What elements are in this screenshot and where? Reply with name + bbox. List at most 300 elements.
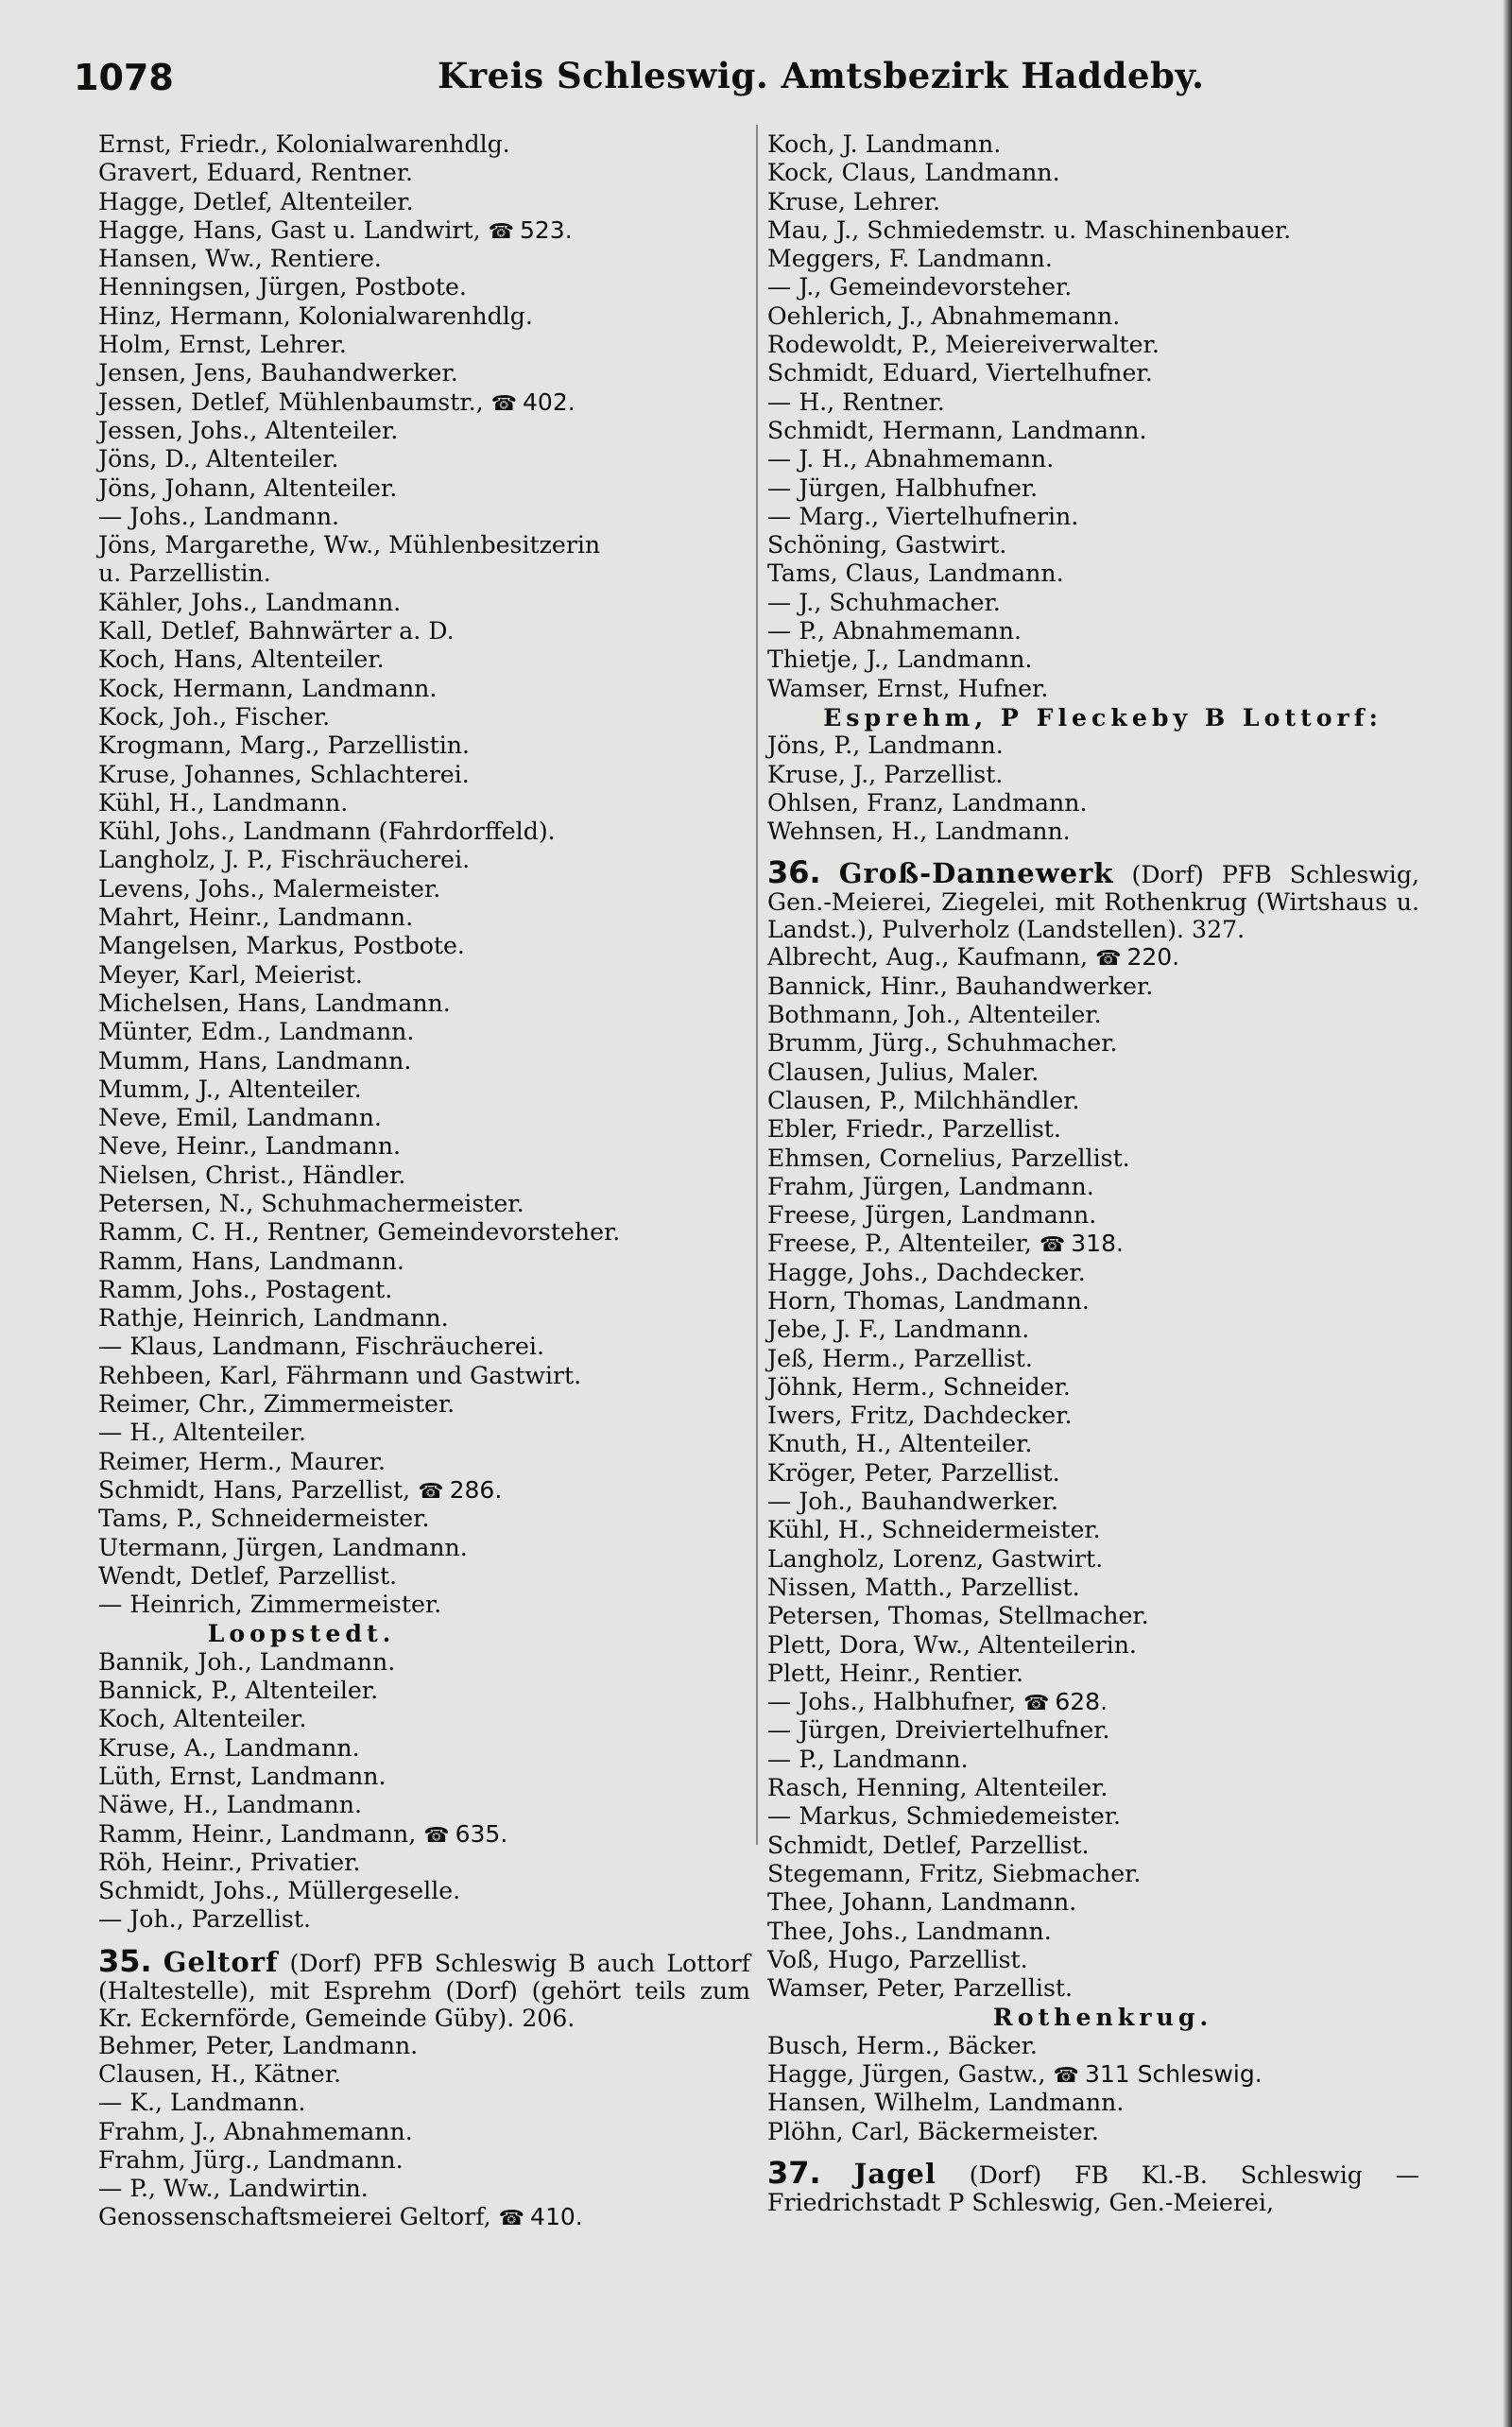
entry-text: Bannick, P., Altenteiler.	[98, 1677, 379, 1705]
entry-text: Michelsen, Hans, Landmann.	[98, 989, 451, 1017]
directory-line	[767, 2060, 1419, 2089]
directory-line	[767, 1173, 1419, 1201]
place-number: 37.	[767, 2154, 821, 2191]
locality-heading-loopstedt: Loopstedt.	[207, 1619, 396, 1648]
directory-line	[98, 675, 750, 703]
entry-text: Holm, Ernst, Lehrer.	[98, 331, 347, 359]
directory-line	[767, 2032, 1419, 2060]
place-entry-36	[767, 854, 1419, 944]
entry-text: Schmidt, Eduard, Viertelhufner.	[767, 359, 1153, 387]
telephone-icon: ☎	[1039, 1233, 1066, 1258]
entry-text: Plöhn, Carl, Bäckermeister.	[767, 2117, 1099, 2145]
telephone-icon: ☎	[490, 391, 518, 416]
entry-text: — Jürgen, Halbhufner.	[767, 473, 1039, 502]
entry-text: Frahm, Jürg., Landmann.	[98, 2145, 404, 2174]
resident-list-geltorf	[98, 2032, 750, 2232]
entry-text: Busch, Herm., Bäcker.	[767, 2031, 1038, 2059]
entry-text: Knuth, H., Altenteiler.	[767, 1430, 1033, 1458]
directory-line	[98, 302, 750, 331]
entry-text: Wamser, Ernst, Hufner.	[767, 674, 1049, 702]
directory-line	[98, 961, 750, 990]
directory-line	[767, 1602, 1419, 1630]
entry-text: Kruse, Lehrer.	[767, 187, 941, 215]
entry-text: Bannik, Joh., Landmann.	[98, 1647, 396, 1676]
telephone-number: 402.	[523, 387, 576, 416]
entry-text: — Klaus, Landmann, Fischräucherei.	[98, 1333, 544, 1361]
resident-list-loopstedt	[98, 1648, 750, 1935]
resident-list-gross-dannewerk	[767, 943, 1419, 2003]
entry-text: Albrecht, Aug., Kaufmann,	[767, 943, 1089, 972]
entry-text: Koch, Altenteiler.	[98, 1705, 307, 1733]
entry-text: Mumm, Hans, Landmann.	[98, 1046, 412, 1075]
directory-line	[98, 990, 750, 1018]
directory-line	[767, 130, 1419, 159]
directory-line	[767, 1631, 1419, 1660]
entry-text: Ernst, Friedr., Kolonialwarenhdlg.	[98, 130, 510, 158]
entry-text: Rathje, Heinrich, Landmann.	[98, 1304, 449, 1333]
resident-list-esprehm	[767, 732, 1419, 846]
directory-line	[767, 1716, 1419, 1745]
entry-text: Frahm, J., Abnahmemann.	[98, 2117, 413, 2145]
directory-line	[98, 245, 750, 273]
entry-text: Hansen, Wilhelm, Landmann.	[767, 2089, 1125, 2117]
entry-text: Plett, Heinr., Rentier.	[767, 1659, 1024, 1687]
directory-line	[98, 273, 750, 301]
entry-text: Rodewoldt, P., Meiereiverwalter.	[767, 331, 1160, 359]
entry-text: Wehnsen, H., Landmann.	[767, 818, 1071, 846]
resident-list-rothenkrug	[767, 2032, 1419, 2146]
entry-text: Voß, Hugo, Parzellist.	[767, 1945, 1028, 1973]
entry-text: Ehmsen, Cornelius, Parzellist.	[767, 1144, 1130, 1172]
directory-line	[98, 2060, 750, 2089]
entry-text: Freese, Jürgen, Landmann.	[767, 1201, 1097, 1230]
directory-line	[767, 1115, 1419, 1144]
entry-text: Levens, Johs., Malermeister.	[98, 874, 441, 903]
directory-line	[767, 1087, 1419, 1115]
directory-line	[98, 2089, 750, 2117]
entry-text: — Heinrich, Zimmermeister.	[98, 1591, 442, 1619]
directory-line	[767, 1832, 1419, 1860]
running-head: Kreis Schleswig. Amtsbezirk Haddeby.	[438, 55, 1205, 96]
directory-line	[767, 645, 1419, 674]
directory-line	[767, 474, 1419, 503]
directory-line	[767, 445, 1419, 473]
directory-line	[767, 1888, 1419, 1917]
entry-text: — J. H., Abnahmemann.	[767, 445, 1055, 473]
entry-text: Hinz, Hermann, Kolonialwarenhdlg.	[98, 301, 533, 330]
directory-line	[767, 675, 1419, 703]
directory-line	[767, 732, 1419, 760]
directory-line	[98, 1304, 750, 1333]
directory-line	[767, 302, 1419, 331]
entry-text: Jessen, Detlef, Mühlenbaumstr.,	[98, 387, 484, 416]
entry-text: Rasch, Henning, Altenteiler.	[767, 1774, 1108, 1802]
entry-text: Kähler, Johs., Landmann.	[98, 588, 402, 616]
telephone-number: 635.	[455, 1819, 508, 1848]
directory-line	[98, 1905, 750, 1934]
entry-text: — Joh., Parzellist.	[98, 1905, 311, 1934]
directory-line	[767, 1974, 1419, 2003]
telephone-number: 410.	[530, 2203, 583, 2231]
locality-heading-esprehm: Esprehm, P Fleckeby B Lottorf:	[823, 702, 1383, 732]
entry-text: Hansen, Ww., Rentiere.	[98, 245, 382, 273]
directory-line	[767, 331, 1419, 359]
directory-line	[767, 973, 1419, 1001]
directory-line	[98, 2175, 750, 2203]
directory-line	[98, 1218, 750, 1247]
directory-line	[98, 617, 750, 645]
directory-line	[98, 2146, 750, 2175]
telephone-icon: ☎	[498, 2207, 525, 2231]
entry-text: Kall, Detlef, Bahnwärter a. D.	[98, 617, 455, 645]
entry-text: Kühl, H., Landmann.	[98, 788, 349, 817]
place-description: (Dorf) FB Kl.-B. Schleswig —Friedrichstadt P Schleswig, Gen.-Meierei,	[767, 2160, 1420, 2216]
directory-line	[98, 1190, 750, 1218]
directory-line	[98, 645, 750, 674]
entry-text: Kühl, Johs., Landmann (Fahrdorffeld).	[98, 818, 556, 846]
entry-text: Jebe, J. F., Landmann.	[767, 1316, 1030, 1344]
directory-line	[98, 388, 750, 417]
entry-text: Ramm, Heinr., Landmann,	[98, 1819, 417, 1848]
directory-line	[767, 1001, 1419, 1029]
directory-line	[767, 789, 1419, 818]
entry-text: Ramm, Johs., Postagent.	[98, 1275, 393, 1303]
entry-text: — Joh., Bauhandwerker.	[767, 1488, 1058, 1516]
place-entry-37	[767, 2154, 1420, 2216]
entry-text: Jöhnk, Herm., Schneider.	[767, 1372, 1071, 1401]
directory-line	[98, 1276, 750, 1304]
telephone-icon: ☎	[1095, 947, 1122, 972]
directory-line	[98, 1018, 750, 1046]
entry-text: Jessen, Johs., Altenteiler.	[98, 416, 399, 444]
directory-line	[98, 1562, 750, 1591]
directory-line	[767, 188, 1419, 216]
entry-text: Hagge, Hans, Gast u. Landwirt,	[98, 215, 481, 244]
directory-line	[98, 1648, 750, 1677]
entry-text: Neve, Emil, Landmann.	[98, 1104, 382, 1132]
directory-line	[767, 1316, 1419, 1344]
entry-text: Langholz, Lorenz, Gastwirt.	[767, 1544, 1104, 1573]
directory-line	[98, 130, 750, 159]
directory-line	[98, 417, 750, 445]
directory-line	[767, 1459, 1419, 1488]
entry-text: Krogmann, Marg., Parzellistin.	[98, 732, 471, 760]
entry-text: — Johs., Landmann.	[98, 502, 340, 530]
directory-line	[767, 617, 1419, 645]
directory-line	[98, 188, 750, 216]
directory-line	[98, 1248, 750, 1276]
directory-line	[98, 503, 750, 531]
entry-text: Münter, Edm., Landmann.	[98, 1018, 415, 1046]
directory-line	[767, 1345, 1419, 1373]
entry-text: — Marg., Viertelhufnerin.	[767, 502, 1079, 530]
entry-text: Ramm, C. H., Rentner, Gemeindevorsteher.	[98, 1218, 621, 1247]
entry-text: Näwe, H., Landmann.	[98, 1791, 362, 1819]
entry-text: Schmidt, Detlef, Parzellist.	[767, 1831, 1090, 1859]
directory-line	[98, 1877, 750, 1905]
entry-text: Freese, P., Altenteiler,	[767, 1230, 1032, 1258]
directory-line	[98, 1047, 750, 1076]
directory-line	[767, 531, 1419, 559]
directory-line	[767, 1430, 1419, 1458]
directory-line	[767, 1746, 1419, 1774]
entry-text: Bothmann, Joh., Altenteiler.	[767, 1001, 1102, 1029]
directory-line	[98, 2032, 750, 2060]
page-header	[74, 55, 1416, 108]
entry-text: Kühl, H., Schneidermeister.	[767, 1516, 1101, 1544]
entry-text: Ramm, Hans, Landmann.	[98, 1247, 404, 1275]
directory-line	[98, 531, 750, 559]
directory-line	[767, 216, 1419, 245]
telephone-number: 318.	[1071, 1230, 1124, 1258]
directory-line	[98, 1734, 750, 1763]
entry-text: Mau, J., Schmiedemstr. u. Maschinenbauer.	[767, 215, 1292, 244]
directory-line	[767, 1029, 1419, 1058]
entry-text: Mangelsen, Markus, Postbote.	[98, 932, 465, 960]
directory-line	[767, 1545, 1419, 1574]
directory-line	[98, 1333, 750, 1361]
entry-text: Thietje, J., Landmann.	[767, 645, 1033, 674]
entry-text: Henningsen, Jürgen, Postbote.	[98, 273, 467, 301]
entry-text: Brumm, Jürg., Schuhmacher.	[767, 1029, 1118, 1058]
entry-text: u. Parzellistin.	[98, 559, 271, 588]
entry-text: Bannick, Hinr., Bauhandwerker.	[767, 972, 1154, 1000]
entry-text: Thee, Johs., Landmann.	[767, 1917, 1052, 1945]
directory-line	[767, 273, 1419, 301]
directory-line	[98, 445, 750, 473]
directory-line	[767, 1802, 1419, 1831]
place-description: (Dorf) PFB Schleswig B auch Lottorf (Haltestelle), mit Esprehm (Dorf) (gehört teils zum Kr. Eckernförde, Gemeinde Güby). 206.	[98, 1949, 750, 2032]
directory-line	[98, 1534, 750, 1562]
entry-text: Kock, Joh., Fischer.	[98, 702, 331, 731]
directory-line	[767, 1574, 1419, 1602]
entry-text: Hagge, Jürgen, Gastw.,	[767, 2060, 1046, 2088]
entry-text: Clausen, P., Milchhändler.	[767, 1086, 1080, 1114]
directory-line	[767, 1688, 1419, 1716]
directory-line	[767, 943, 1419, 972]
entry-text: Clausen, Julius, Maler.	[767, 1058, 1040, 1086]
left-column	[98, 130, 750, 2232]
directory-line	[767, 1774, 1419, 1802]
directory-line	[98, 846, 750, 874]
directory-line	[767, 818, 1419, 846]
entry-text: Kock, Claus, Landmann.	[767, 159, 1060, 187]
directory-line	[98, 1162, 750, 1190]
place-number: 35.	[98, 1942, 152, 1979]
entry-text: Tams, Claus, Landmann.	[767, 559, 1064, 588]
directory-line	[98, 1705, 750, 1733]
directory-line	[767, 1287, 1419, 1316]
entry-text: Rehbeen, Karl, Fährmann und Gastwirt.	[98, 1361, 582, 1389]
entry-text: Jensen, Jens, Bauhandwerker.	[98, 359, 458, 387]
entry-text: Stegemann, Fritz, Siebmacher.	[767, 1859, 1142, 1887]
entry-text: — H., Altenteiler.	[98, 1419, 306, 1447]
telephone-icon: ☎	[1022, 1692, 1050, 1716]
place-description: (Dorf) PFB Schleswig, Gen.-Meierei, Ziegelei, mit Rothenkrug (Wirtshaus u. Landst.), Pulverholz (Landstellen). 327.	[767, 861, 1419, 944]
telephone-icon: ☎	[1053, 2064, 1079, 2088]
directory-line	[767, 1259, 1419, 1287]
directory-line	[98, 559, 750, 588]
entry-text: — Jürgen, Dreiviertelhufner.	[767, 1716, 1110, 1745]
entry-text: Reimer, Herm., Maurer.	[98, 1447, 387, 1475]
directory-line	[98, 2203, 750, 2231]
telephone-number: 286.	[449, 1475, 503, 1504]
entry-text: Kock, Hermann, Landmann.	[98, 674, 438, 702]
entry-text: Jöns, Johann, Altenteiler.	[98, 473, 398, 502]
place-name: Jagel	[853, 2157, 936, 2190]
entry-text: Meyer, Karl, Meierist.	[98, 960, 363, 989]
entry-text: Neve, Heinr., Landmann.	[98, 1132, 401, 1161]
entry-text: — Johs., Halbhufner,	[767, 1688, 1016, 1716]
locality-heading-rothenkrug: Rothenkrug.	[992, 2003, 1213, 2032]
entry-text: Ebler, Friedr., Parzellist.	[767, 1115, 1061, 1144]
entry-text: Oehlerich, J., Abnahmemann.	[767, 301, 1121, 330]
entry-text: Frahm, Jürgen, Landmann.	[767, 1172, 1094, 1200]
entry-text: Lüth, Ernst, Landmann.	[98, 1762, 387, 1790]
directory-line	[767, 1516, 1419, 1544]
place-name: Geltorf	[163, 1945, 279, 1978]
entry-text: Petersen, N., Schuhmachermeister.	[98, 1189, 524, 1217]
entry-text: Jöns, Margarethe, Ww., Mühlenbesitzerin	[98, 531, 601, 559]
entry-text: Jeß, Herm., Parzellist.	[767, 1344, 1033, 1372]
telephone-icon: ☎	[488, 219, 514, 244]
entry-text: Horn, Thomas, Landmann.	[767, 1286, 1090, 1315]
place-entry-35	[98, 1942, 750, 2032]
directory-line	[98, 1849, 750, 1877]
directory-line	[98, 331, 750, 359]
entry-text: Ohlsen, Franz, Landmann.	[767, 788, 1088, 817]
entry-text: Wendt, Detlef, Parzellist.	[98, 1561, 398, 1590]
directory-line	[767, 417, 1419, 445]
directory-line	[98, 216, 750, 245]
entry-text: Petersen, Thomas, Stellmacher.	[767, 1602, 1149, 1630]
directory-line	[98, 2118, 750, 2146]
entry-text: Meggers, F. Landmann.	[767, 245, 1053, 273]
entry-text: — K., Landmann.	[98, 2089, 306, 2117]
directory-line	[98, 789, 750, 818]
entry-text: Schmidt, Johs., Müllergeselle.	[98, 1877, 461, 1905]
entry-text: — J., Schuhmacher.	[767, 588, 1001, 616]
directory-line	[98, 1505, 750, 1533]
directory-line	[98, 732, 750, 760]
directory-line	[98, 1677, 750, 1705]
entry-text: Plett, Dora, Ww., Altenteilerin.	[767, 1630, 1137, 1659]
directory-line	[767, 1145, 1419, 1173]
entry-text: Röh, Heinr., Privatier.	[98, 1848, 361, 1876]
directory-line	[98, 703, 750, 732]
entry-text: Jöns, P., Landmann.	[767, 732, 1004, 760]
place-name: Groß-Dannewerk	[838, 857, 1114, 890]
directory-line	[98, 1448, 750, 1476]
entry-text: Mahrt, Heinr., Landmann.	[98, 904, 414, 932]
telephone-number: 523.	[520, 215, 573, 244]
resident-list-haddeby	[98, 130, 750, 1619]
column-divider	[756, 125, 758, 1845]
entry-text: Iwers, Fritz, Dachdecker.	[767, 1402, 1073, 1430]
directory-line	[767, 1402, 1419, 1430]
entry-text: — P., Ww., Landwirtin.	[98, 2175, 369, 2203]
entry-text: — P., Landmann.	[767, 1745, 969, 1773]
entry-text: Clausen, H., Kätner.	[98, 2060, 341, 2088]
page-edge-shadow	[1503, 0, 1512, 2427]
entry-text: — H., Rentner.	[767, 387, 945, 416]
directory-line	[98, 761, 750, 789]
directory-line	[98, 932, 750, 960]
entry-text: Reimer, Chr., Zimmermeister.	[98, 1390, 455, 1419]
entry-text: Schmidt, Hans, Parzellist,	[98, 1475, 411, 1504]
directory-line	[98, 1763, 750, 1791]
directory-line	[767, 2118, 1419, 2146]
directory-line	[98, 474, 750, 503]
directory-line	[767, 1660, 1419, 1688]
directory-line	[98, 1791, 750, 1819]
directory-line	[98, 1076, 750, 1104]
directory-line	[98, 1591, 750, 1619]
entry-text: Gravert, Eduard, Rentner.	[98, 159, 414, 187]
place-number: 36.	[767, 854, 821, 891]
directory-line	[98, 159, 750, 187]
entry-text: — Markus, Schmiedemeister.	[767, 1802, 1121, 1831]
entry-text: Kruse, Johannes, Schlachterei.	[98, 760, 470, 788]
directory-line	[98, 1820, 750, 1849]
telephone-icon: ☎	[423, 1823, 450, 1848]
entry-text: Hagge, Johs., Dachdecker.	[767, 1258, 1086, 1286]
telephone-number: 628.	[1055, 1688, 1108, 1716]
directory-line	[767, 159, 1419, 187]
directory-line	[98, 1362, 750, 1390]
directory-line	[767, 1488, 1419, 1516]
entry-text: Schmidt, Hermann, Landmann.	[767, 416, 1147, 444]
telephone-icon: ☎	[418, 1479, 444, 1504]
entry-text: Hagge, Detlef, Altenteiler.	[98, 187, 414, 215]
directory-line	[767, 2089, 1419, 2117]
entry-text: Nissen, Matth., Parzellist.	[767, 1573, 1080, 1601]
directory-line	[767, 1946, 1419, 1974]
directory-line	[767, 589, 1419, 617]
directory-line	[98, 818, 750, 846]
entry-text: Koch, Hans, Altenteiler.	[98, 645, 385, 674]
page-number: 1078	[74, 57, 174, 98]
directory-line	[767, 245, 1419, 273]
directory-line	[767, 388, 1419, 417]
directory-line	[767, 1059, 1419, 1087]
directory-line	[98, 589, 750, 617]
entry-text: Genossenschaftsmeierei Geltorf,	[98, 2203, 491, 2231]
telephone-number: 220.	[1126, 943, 1180, 972]
entry-text: Jöns, D., Altenteiler.	[98, 445, 339, 473]
entry-text: Kruse, J., Parzellist.	[767, 760, 1004, 788]
entry-text: Utermann, Jürgen, Landmann.	[98, 1533, 468, 1561]
right-column	[767, 130, 1419, 2216]
entry-text: Wamser, Peter, Parzellist.	[767, 1974, 1074, 2003]
entry-text: Kröger, Peter, Parzellist.	[767, 1458, 1060, 1487]
directory-line	[98, 1419, 750, 1447]
directory-line	[98, 1104, 750, 1132]
entry-text: Nielsen, Christ., Händler.	[98, 1161, 406, 1189]
entry-text: Behmer, Peter, Landmann.	[98, 2031, 419, 2059]
directory-line	[98, 875, 750, 904]
directory-line	[98, 904, 750, 932]
directory-line	[767, 761, 1419, 789]
directory-line	[767, 1201, 1419, 1230]
entry-text: Schöning, Gastwirt.	[767, 531, 1007, 559]
directory-line	[98, 359, 750, 387]
directory-line	[767, 559, 1419, 588]
directory-line	[767, 359, 1419, 387]
directory-line	[767, 503, 1419, 531]
resident-list-haddeby-cont	[767, 130, 1419, 703]
entry-text: Koch, J. Landmann.	[767, 130, 1002, 158]
